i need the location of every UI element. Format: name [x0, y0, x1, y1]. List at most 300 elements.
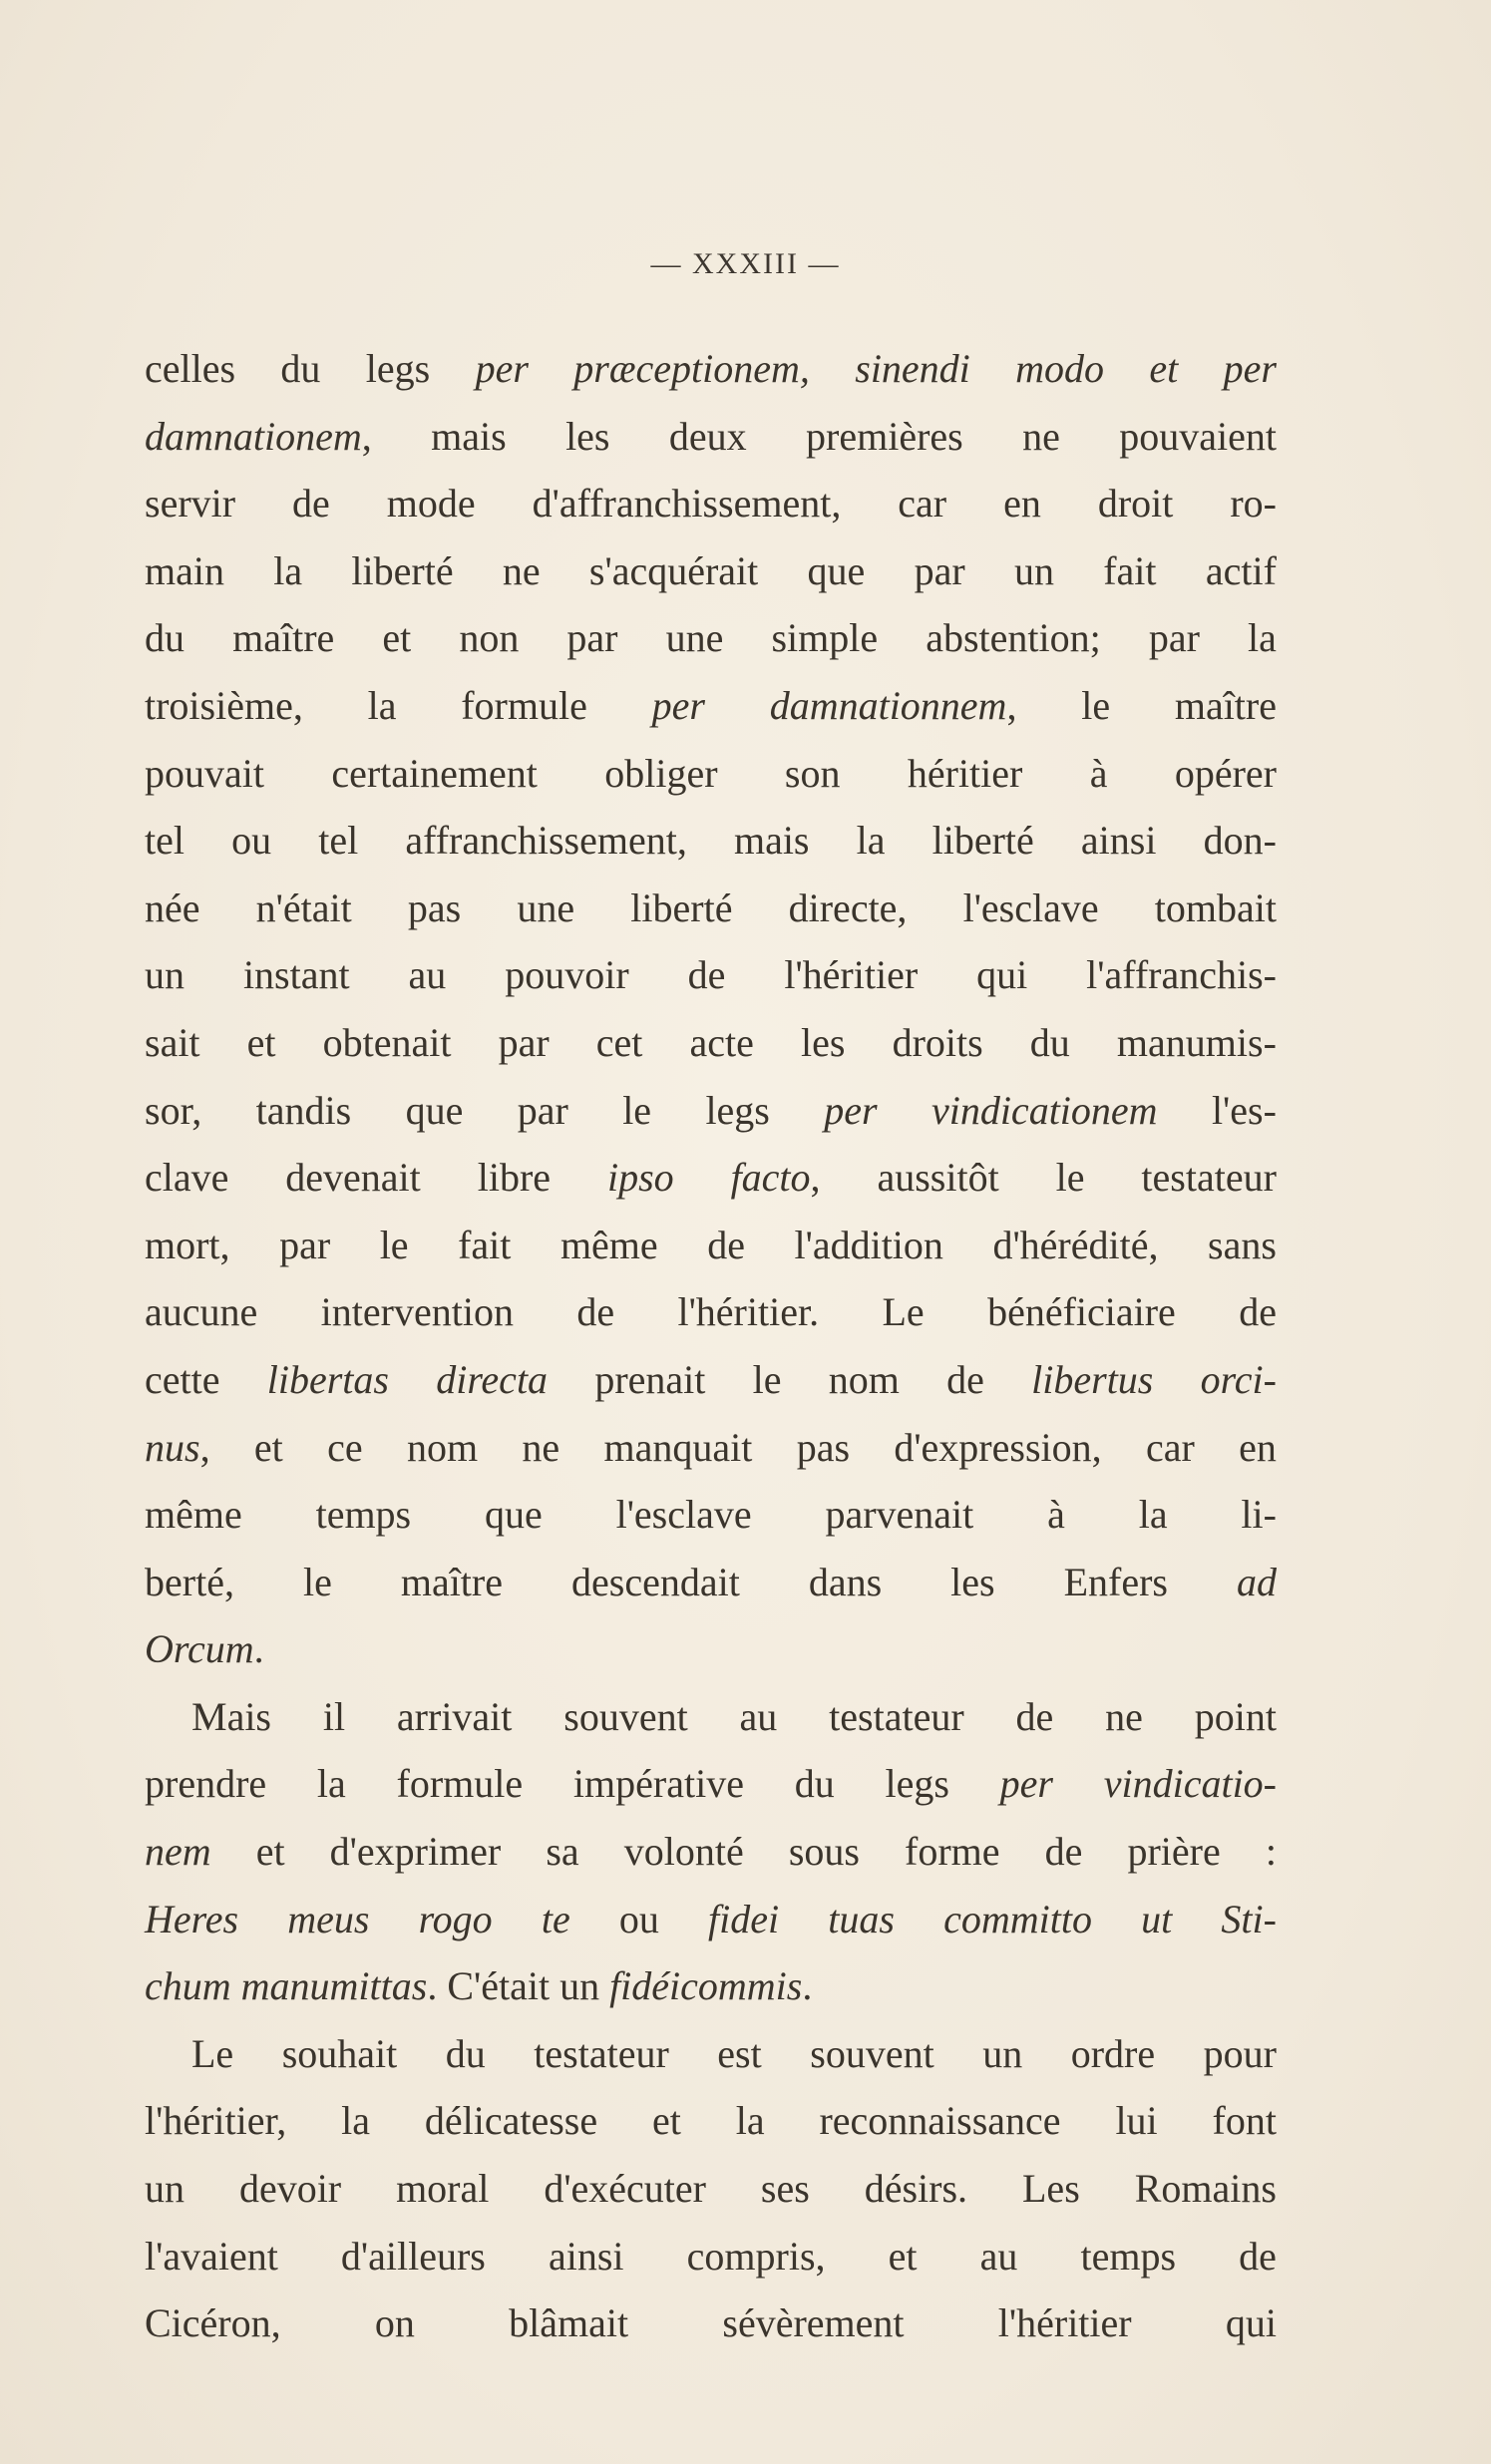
- italic-text: per: [1223, 346, 1277, 391]
- text-run: affranchissement,: [405, 818, 687, 864]
- text-run: à: [1047, 1492, 1065, 1538]
- word: [485, 1481, 543, 1549]
- word: [1204, 807, 1277, 875]
- word: [459, 604, 519, 672]
- text-run: la: [1138, 1492, 1168, 1538]
- body-text: [145, 335, 1277, 2357]
- text-run: un: [145, 952, 185, 998]
- word: [1146, 1414, 1195, 1482]
- word: [771, 604, 878, 672]
- italic-text: præceptionem,: [573, 346, 810, 391]
- word: [565, 403, 609, 471]
- text-run: du: [1029, 1019, 1070, 1065]
- text-run: de: [576, 1289, 615, 1335]
- word: [247, 1009, 276, 1077]
- text-run: sait: [145, 1019, 200, 1065]
- text-run: formule: [396, 1761, 524, 1807]
- text-run: ou: [231, 818, 272, 864]
- text-run: troisième,: [145, 682, 303, 728]
- text-run: aussitôt: [877, 1155, 999, 1201]
- word: [652, 2087, 681, 2155]
- text-run: par: [566, 615, 618, 661]
- text-run: s'acquérait: [588, 547, 759, 593]
- word: [708, 1886, 779, 1953]
- text-line: [145, 941, 1277, 1009]
- text-run: un: [145, 2166, 185, 2212]
- word: [980, 2223, 1018, 2290]
- text-run: simple: [771, 615, 879, 661]
- word: [499, 1009, 550, 1077]
- text-run: dans: [808, 1559, 883, 1604]
- word: [594, 1346, 705, 1414]
- text-run: point: [1194, 1693, 1277, 1739]
- word: [1086, 941, 1277, 1009]
- text-run: Enfers: [1063, 1559, 1168, 1604]
- text-run: la: [367, 682, 397, 728]
- word: [1135, 2155, 1277, 2223]
- text-run: main: [145, 547, 224, 593]
- text-run: et: [888, 2233, 918, 2279]
- word: [503, 537, 541, 605]
- text-run: au: [739, 1693, 778, 1739]
- text-run: n'était: [255, 884, 352, 930]
- word: [323, 1009, 452, 1077]
- text-run: manquait: [603, 1424, 753, 1470]
- word: [317, 1750, 346, 1818]
- text-run: maître: [232, 615, 335, 661]
- text-run: la: [341, 2098, 370, 2144]
- text-run: de: [1239, 1289, 1277, 1335]
- word: [145, 941, 185, 1009]
- word: [573, 1750, 744, 1818]
- text-line: [145, 537, 1277, 605]
- text-run: de: [1015, 1693, 1054, 1739]
- italic-text: vindicationem: [931, 1087, 1158, 1133]
- text-run: ne: [502, 547, 541, 593]
- text-run: l'affranchis-: [1086, 952, 1277, 998]
- text-run: parvenait: [825, 1492, 974, 1538]
- word: [1237, 1549, 1277, 1616]
- word: [560, 1212, 658, 1279]
- word: [243, 941, 350, 1009]
- italic-text: te: [541, 1896, 570, 1941]
- word: [908, 740, 1023, 808]
- text-run: prendre: [145, 1761, 267, 1807]
- word: [987, 1278, 1176, 1346]
- word: [877, 1144, 998, 1212]
- word: [784, 941, 918, 1009]
- italic-text: ad: [1236, 1559, 1277, 1604]
- text-line: [145, 1615, 1277, 1683]
- text-run: nom: [828, 1356, 900, 1402]
- word: [1098, 470, 1174, 537]
- italic-text: tuas: [828, 1896, 895, 1941]
- text-run: deux: [668, 413, 747, 459]
- word: [1105, 1683, 1143, 1751]
- text-run: Mais: [191, 1693, 271, 1739]
- word: [829, 1683, 964, 1751]
- text-run: au: [979, 2233, 1018, 2279]
- text-run: descendait: [571, 1559, 740, 1604]
- word: [316, 1481, 412, 1549]
- word: [666, 604, 724, 672]
- word: [1239, 1414, 1277, 1482]
- word: [943, 1886, 1092, 1953]
- text-run: le: [1081, 682, 1111, 728]
- italic-text: per: [824, 1087, 878, 1133]
- text-run: à: [1089, 750, 1108, 796]
- text-run: le: [1055, 1155, 1085, 1201]
- word: [630, 875, 732, 942]
- text-run: ou: [618, 1896, 659, 1941]
- word: [341, 2223, 486, 2290]
- word: [829, 1346, 900, 1414]
- italic-text: per: [651, 682, 705, 728]
- word: [687, 2223, 826, 2290]
- text-run: ,: [1006, 682, 1017, 728]
- word: [191, 2020, 233, 2088]
- text-run: souvent: [563, 1693, 688, 1739]
- text-run: devoir: [238, 2166, 342, 2212]
- italic-text: damnationnem: [769, 682, 1007, 728]
- word: [825, 1481, 973, 1549]
- text-run: le: [302, 1559, 332, 1604]
- word: [1224, 335, 1277, 403]
- word: [808, 537, 866, 605]
- word: [232, 604, 334, 672]
- word: [677, 1278, 819, 1346]
- word: [736, 2087, 765, 2155]
- text-run: par: [498, 1019, 550, 1065]
- text-run: une: [517, 884, 575, 930]
- word: [145, 537, 224, 605]
- word: [145, 1212, 230, 1279]
- word: [806, 403, 963, 471]
- word: [963, 875, 1099, 942]
- text-run: devenait: [285, 1155, 421, 1201]
- text-run: servir: [145, 481, 236, 527]
- italic-text: chum manumittas: [145, 1963, 428, 2009]
- word: [604, 740, 717, 808]
- word: [885, 1750, 948, 1818]
- word: [915, 537, 965, 605]
- word: [1022, 2155, 1080, 2223]
- italic-text: Orcum: [145, 1626, 254, 1672]
- word: [801, 1009, 845, 1077]
- italic-text: libertas: [266, 1356, 389, 1402]
- word: [517, 875, 574, 942]
- word: [1117, 1009, 1277, 1077]
- text-run: berté,: [145, 1559, 234, 1604]
- text-run: même: [559, 1222, 658, 1267]
- word: [855, 335, 970, 403]
- word: [722, 2289, 904, 2357]
- word: [330, 1818, 502, 1886]
- text-run: Romains: [1134, 2166, 1277, 2212]
- word: [571, 1549, 740, 1616]
- word: [256, 1818, 285, 1886]
- text-run: de: [707, 1222, 745, 1267]
- word: [734, 807, 810, 875]
- word: [1149, 335, 1178, 403]
- text-run: testateur: [829, 1693, 964, 1739]
- word: [145, 1144, 228, 1212]
- word: [1239, 2223, 1277, 2290]
- text-run: par: [279, 1222, 331, 1267]
- word: [239, 2155, 341, 2223]
- word: [145, 1278, 257, 1346]
- text-run: ses: [760, 2166, 810, 2212]
- word: [145, 1818, 211, 1886]
- text-run: cette: [145, 1356, 220, 1402]
- text-line: [145, 1009, 1277, 1077]
- text-run: celles: [145, 346, 236, 391]
- text-run: le: [622, 1087, 652, 1133]
- word: [1213, 2087, 1277, 2155]
- text-line: [145, 604, 1277, 672]
- word: [1149, 604, 1200, 672]
- italic-text: damnationem: [145, 413, 362, 459]
- word: [622, 1077, 651, 1145]
- word: [688, 941, 726, 1009]
- word: [1047, 1481, 1065, 1549]
- text-run: un: [982, 2030, 1023, 2076]
- italic-text: et: [1149, 346, 1179, 391]
- text-run: et: [253, 1424, 283, 1470]
- text-run: temps: [315, 1492, 412, 1538]
- word: [770, 672, 1017, 740]
- text-run: prière: [1127, 1829, 1221, 1875]
- text-run: legs: [885, 1761, 949, 1807]
- text-run: tel: [145, 818, 185, 864]
- word: [145, 470, 235, 537]
- word: [1081, 672, 1110, 740]
- text-run: Cicéron,: [145, 2300, 281, 2346]
- word: [894, 1414, 1101, 1482]
- word: [810, 2020, 933, 2088]
- word: [731, 1144, 821, 1212]
- word: [740, 1683, 778, 1751]
- word: [387, 470, 476, 537]
- text-run: la: [856, 818, 886, 864]
- word: [509, 2289, 628, 2357]
- word: [280, 335, 320, 403]
- word: [380, 1212, 409, 1279]
- word: [419, 1886, 493, 1953]
- text-run: la: [735, 2098, 765, 2144]
- text-run: ne: [1105, 1693, 1143, 1739]
- text-line: [145, 1886, 1277, 1953]
- text-line: [145, 2087, 1277, 2155]
- italic-text: Heres: [145, 1896, 239, 1941]
- word: [797, 1414, 850, 1482]
- word: [1206, 537, 1277, 605]
- text-line: [145, 1278, 1277, 1346]
- text-run: les: [565, 413, 610, 459]
- word: [1056, 1144, 1085, 1212]
- word: [932, 807, 1034, 875]
- text-run: d'exprimer: [329, 1829, 502, 1875]
- word: [1104, 1750, 1277, 1818]
- text-run: ce: [327, 1424, 363, 1470]
- word: [707, 1212, 745, 1279]
- word: [1175, 740, 1277, 808]
- italic-text: committo: [943, 1896, 1092, 1941]
- text-line: [145, 807, 1277, 875]
- text-run: l'esclave: [962, 884, 1099, 930]
- word: [563, 1683, 687, 1751]
- word: [145, 807, 185, 875]
- text-run: d'expression,: [894, 1424, 1102, 1470]
- text-run: il: [322, 1693, 346, 1739]
- word: [1212, 1077, 1277, 1145]
- text-run: par: [517, 1087, 568, 1133]
- word: [889, 2223, 918, 2290]
- word: [279, 1212, 330, 1279]
- text-run: fait: [458, 1222, 512, 1267]
- text-run: en: [1239, 1424, 1277, 1470]
- word: [396, 2155, 489, 2223]
- text-run: blâmait: [509, 2300, 629, 2346]
- word: [405, 807, 686, 875]
- text-run: l'esclave: [615, 1492, 752, 1538]
- text-run: un: [1013, 547, 1054, 593]
- word: [1226, 2289, 1277, 2357]
- text-run: mort,: [145, 1222, 230, 1267]
- word: [145, 2289, 281, 2357]
- text-run: d'ailleurs: [340, 2233, 486, 2279]
- text-run: et: [382, 615, 412, 661]
- text-line: [145, 672, 1277, 740]
- italic-text: fidei: [708, 1896, 780, 1941]
- word: [789, 1818, 860, 1886]
- text-run: droit: [1097, 481, 1174, 527]
- word: [690, 1009, 754, 1077]
- word: [368, 672, 397, 740]
- text-run: la: [273, 547, 303, 593]
- text-run: fait: [1103, 547, 1157, 593]
- word: [898, 470, 946, 537]
- text-run: pas: [796, 1424, 851, 1470]
- word: [619, 1886, 659, 1953]
- word: [669, 403, 747, 471]
- text-run: sans: [1208, 1222, 1277, 1267]
- text-run: pouvaient: [1119, 413, 1277, 459]
- text-run: ,: [199, 1424, 210, 1470]
- text-run: moral: [396, 2166, 490, 2212]
- word: [893, 1009, 983, 1077]
- word: [1195, 1683, 1277, 1751]
- text-run: et: [651, 2098, 681, 2144]
- text-run: par: [1148, 615, 1200, 661]
- italic-text: libertus: [1031, 1356, 1154, 1402]
- word: [397, 1750, 524, 1818]
- text-line: [145, 1750, 1277, 1818]
- text-run: don-: [1203, 818, 1277, 864]
- word: [425, 2087, 597, 2155]
- word: [323, 1683, 345, 1751]
- word: [1119, 403, 1277, 471]
- word: [546, 1818, 578, 1886]
- word: [950, 1549, 994, 1616]
- text-run: Le: [882, 1289, 925, 1335]
- text-run: de: [687, 952, 726, 998]
- text-run: tandis: [255, 1087, 352, 1133]
- word: [976, 941, 1027, 1009]
- text-run: l'héritier.: [677, 1289, 820, 1335]
- word: [624, 1818, 744, 1886]
- text-run: le: [379, 1222, 409, 1267]
- word: [589, 537, 758, 605]
- text-run: manumis-: [1116, 1019, 1277, 1065]
- word: [566, 604, 617, 672]
- italic-text: orci-: [1200, 1356, 1277, 1402]
- text-run: libre: [477, 1155, 552, 1201]
- text-run: héritier: [907, 750, 1023, 796]
- text-run: de: [292, 481, 330, 527]
- word: [1081, 807, 1157, 875]
- text-run: mode: [386, 481, 476, 527]
- text-run: tombait: [1154, 884, 1277, 930]
- word: [1141, 1886, 1172, 1953]
- word: [533, 470, 842, 537]
- word: [1239, 1278, 1277, 1346]
- word: [573, 335, 810, 403]
- word: [1115, 2087, 1157, 2155]
- text-run: le: [752, 1356, 782, 1402]
- word: [795, 1212, 943, 1279]
- text-run: délicatesse: [424, 2098, 598, 2144]
- text-run: sa: [546, 1829, 579, 1875]
- text-run: ro-: [1230, 481, 1277, 527]
- text-run: l'héritier: [997, 2300, 1132, 2346]
- word: [785, 740, 841, 808]
- italic-text: nem: [145, 1829, 211, 1875]
- text-run: :: [1265, 1829, 1277, 1875]
- text-line: [145, 2289, 1277, 2357]
- italic-text: vindicatio-: [1103, 1761, 1277, 1807]
- text-run: mais: [431, 413, 507, 459]
- word: [1155, 875, 1277, 942]
- word: [145, 1414, 210, 1482]
- word: [431, 403, 507, 471]
- text-run: liberté: [630, 884, 733, 930]
- word: [865, 2155, 967, 2223]
- word: [397, 1683, 513, 1751]
- text-run: sous: [788, 1829, 860, 1875]
- text-run: son: [784, 750, 841, 796]
- text-run: qui: [976, 952, 1028, 998]
- text-run: droits: [892, 1019, 983, 1065]
- text-run: liberté: [351, 547, 454, 593]
- word: [1045, 1818, 1083, 1886]
- word: [282, 2020, 398, 2088]
- text-run: l'héritier: [784, 952, 919, 998]
- word: [1204, 2020, 1277, 2088]
- word: [1014, 537, 1054, 605]
- word: [753, 1346, 782, 1414]
- text-run: est: [717, 2030, 762, 2076]
- text-run: et: [255, 1829, 285, 1875]
- text-run: tel: [318, 818, 359, 864]
- word: [256, 1077, 352, 1145]
- word: [1141, 1144, 1277, 1212]
- text-run: formule: [461, 682, 587, 728]
- word: [1241, 1481, 1277, 1549]
- italic-text: sinendi: [855, 346, 970, 391]
- text-run: .: [802, 1963, 813, 2009]
- text-line: [145, 1952, 1277, 2020]
